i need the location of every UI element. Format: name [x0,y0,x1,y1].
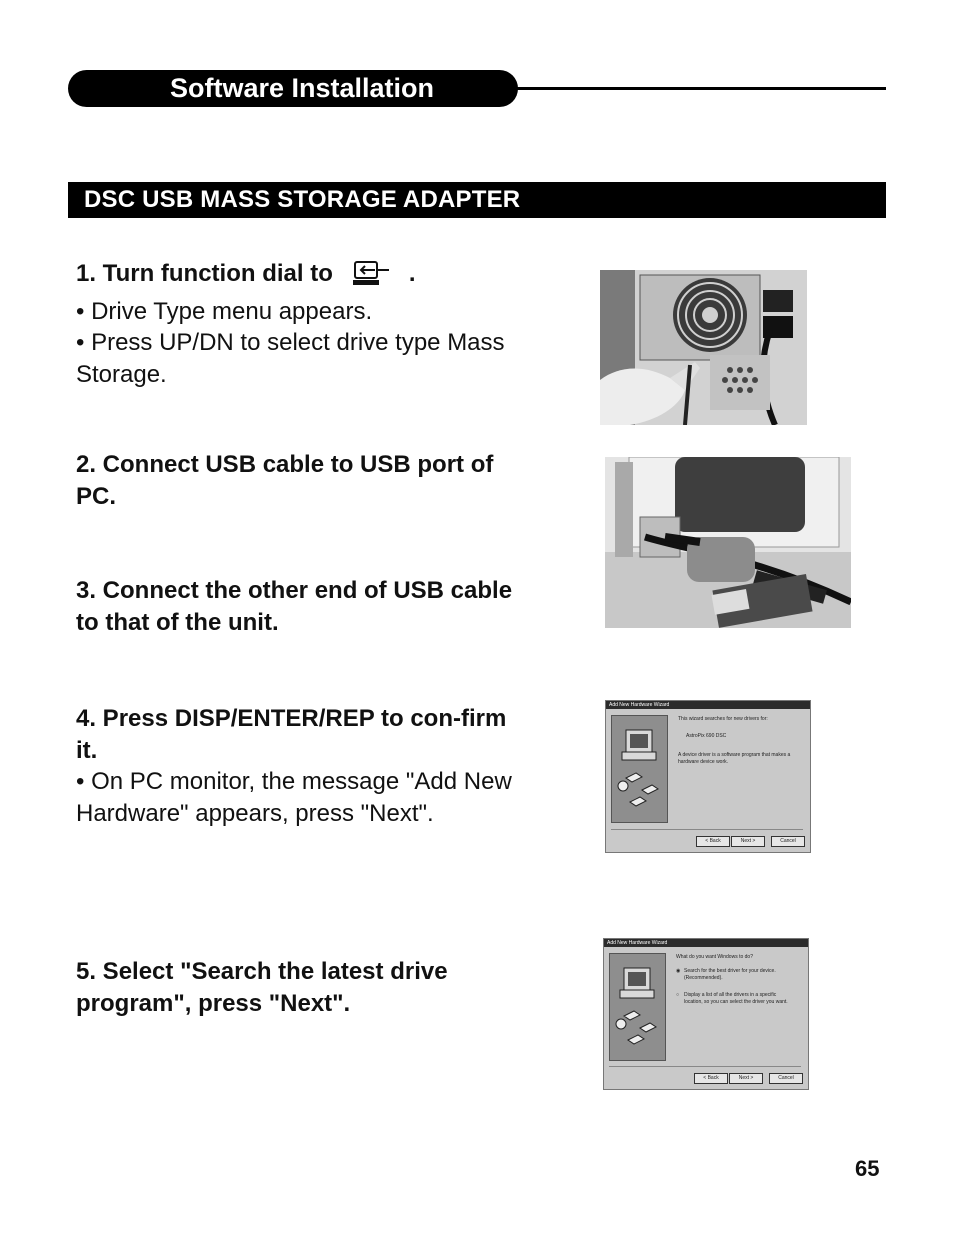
step-1-heading-end: . [408,260,416,287]
wizard-1-divider [611,829,803,830]
wizard-2-option-1-radio[interactable]: ◉ [676,968,681,974]
step-4 [76,703,526,829]
pc-rear-photo [600,270,807,425]
header-rule [515,87,886,90]
wizard-1-back-button[interactable]: < Back [696,836,730,847]
step-4-heading: 4. Press DISP/ENTER/REP to con-firm it. [76,705,507,764]
step-5-heading: 5. Select "Search the latest drive program", press "Next". [76,958,448,1017]
step-1-heading [76,258,526,296]
wizard-2-cancel-button[interactable]: Cancel [769,1073,803,1084]
page-number: 65 [855,1156,880,1181]
usb-cable-photo [605,457,851,628]
wizard-1-text-2: AstroPix 690 DSC [686,733,727,739]
step-1-line-1: • Drive Type menu appears. [76,297,373,325]
wizard-2-option-2-text-2: location, so you can select the driver you want. [684,999,788,1005]
wizard-1-text-4: hardware device work. [678,759,729,765]
wizard-2-next-button[interactable]: Next > [729,1073,763,1084]
page-title: Software Installation [169,73,435,103]
add-hardware-wizard-screen-2 [603,938,809,1090]
step-3 [76,575,526,638]
step-3-heading: 3. Connect the other end of USB cable to that of the unit. [76,577,513,636]
section-bar [68,182,886,218]
step-1-line-2: • Press UP/DN to select drive type Mass Storage. [76,329,505,388]
section-title: DSC USB MASS STORAGE ADAPTER [84,186,521,213]
wizard-1-titlebar: Add New Hardware Wizard [606,701,810,709]
wizard-1-side-image [611,715,668,823]
section-header-pill [68,70,518,107]
wizard-2-option-1-text: Search for the best driver for your device. [684,968,776,974]
step-2-heading: 2. Connect USB cable to USB port of PC. [76,451,494,510]
wizard-2-option-2-radio[interactable]: ○ [676,992,680,998]
wizard-2-divider [609,1066,801,1067]
step-4-line-1: • On PC monitor, the message "Add New Hardware" appears, press "Next". [76,768,512,827]
wizard-1-text-1: This wizard searches for new drivers for: [678,716,768,722]
add-hardware-wizard-screen-1 [605,700,811,853]
wizard-2-option-1-text-2: (Recommended). [684,975,723,981]
wizard-1-text-3: A device driver is a software program that makes a [678,752,791,758]
wizard-2-titlebar: Add New Hardware Wizard [604,939,808,947]
wizard-1-cancel-button[interactable]: Cancel [771,836,805,847]
step-5 [76,956,526,1019]
step-1-heading-text: 1. Turn function dial to [76,260,333,287]
wizard-2-back-button[interactable]: < Back [694,1073,728,1084]
step-2 [76,449,526,512]
wizard-1-next-button[interactable]: Next > [731,836,765,847]
pc-connect-icon [347,259,395,296]
wizard-2-question: What do you want Windows to do? [676,954,753,960]
wizard-2-option-2-text: Display a list of all the drivers in a specific [684,992,777,998]
step-1 [76,258,526,390]
wizard-2-side-image [609,953,666,1061]
